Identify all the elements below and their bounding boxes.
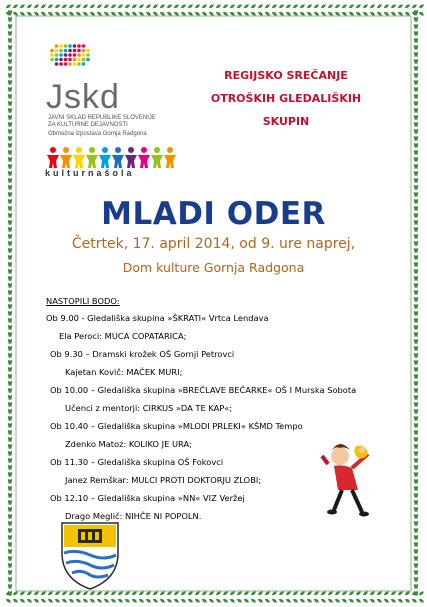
list-item: Janez Remškar: MULCI PROTI DOKTORJU ZLOBI; <box>65 475 262 485</box>
main-title: MLADI ODER <box>101 196 326 232</box>
list-item: Ela Peroci: MUCA COPATARICA; <box>59 331 187 341</box>
list-item: Ob 10.40 – Gledališka skupina »MLODI PRLEKI« KŠMD Tempo <box>50 421 303 431</box>
list-item: Učenci z mentorji: CIRKUS »DA TE KAP«; <box>65 403 233 413</box>
kulturna-sola-text: kulturnašola <box>45 168 135 178</box>
list-item: Ob 9.00 - Gledališka skupina »ŠKRATI« Vrtca Lendava <box>46 313 269 323</box>
jskd-subtitle-line-1: JAVNI SKLAD REPUBLIKE SLOVENIJE <box>48 115 156 121</box>
dancer-clipart-icon <box>318 438 378 518</box>
jskd-subtitle-line-2: ZA KULTURNE DEJAVNOSTI <box>48 122 128 128</box>
event-heading-line-3: SKUPIN <box>262 115 310 128</box>
list-item: Kajetan Kovič: MAČEK MURI; <box>65 367 183 377</box>
jskd-subtitle <box>48 115 168 129</box>
event-heading-line-2: OTROŠKIH GLEDALIŠKIH <box>210 92 362 105</box>
list-item: Zdenko Matoz: KOLIKO JE URA; <box>65 439 192 449</box>
list-item: Ob 11.30 – Gledališka skupina OŠ Fokovci <box>50 457 224 467</box>
event-venue: Dom kulture Gornja Radgona <box>122 260 305 275</box>
list-item: Ob 9.30 – Dramski krožek OŠ Gornji Petrovci <box>50 349 235 359</box>
list-item: Drago Meglič: NIHČE NI POPOLN. <box>65 511 202 521</box>
list-item: Ob 12.10 – Gledališka skupina »NN« VIZ Veržej <box>50 493 245 503</box>
event-date: Četrtek, 17. april 2014, od 9. ure naprej, <box>71 236 356 252</box>
jskd-logo-text: Jskd <box>46 78 120 116</box>
performers-heading: NASTOPILI BODO: <box>46 296 120 306</box>
jskd-office: Območna izpostava Gornja Radgona <box>48 131 147 137</box>
municipality-crest-icon <box>56 519 124 591</box>
event-heading-line-1: REGIJSKO SREČANJE <box>224 69 348 82</box>
list-item: Ob 10.00 – Gledališka skupina »BREČLAVE BEČARKE« OŠ I Murska Sobota <box>50 385 357 395</box>
